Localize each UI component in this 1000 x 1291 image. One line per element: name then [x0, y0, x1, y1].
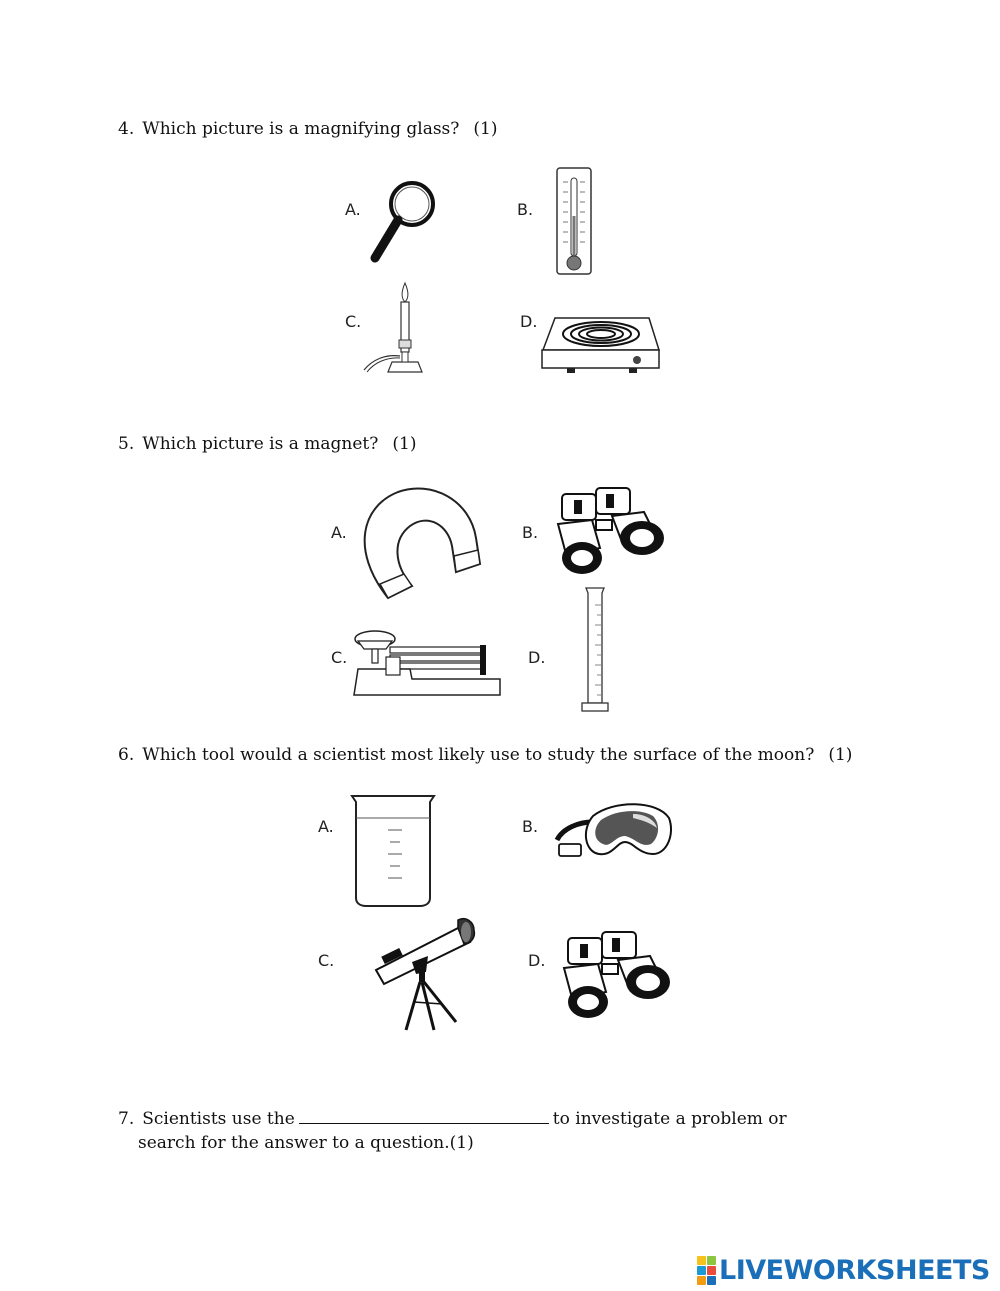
brand-logo-blocks-icon [697, 1256, 716, 1285]
option-b-label: B. [517, 200, 534, 219]
question-number: 4. [118, 119, 135, 139]
telescope-icon[interactable] [372, 912, 478, 1037]
option-d-label: D. [528, 951, 546, 970]
question-7 [118, 1107, 787, 1131]
question-text: Which picture is a magnifying glass? [142, 119, 460, 139]
question-points: (1) [449, 1133, 474, 1153]
option-c-label: C. [318, 951, 335, 970]
option-c-label: C. [331, 648, 348, 667]
graduated-cylinder-icon[interactable] [580, 585, 610, 715]
question-7-line-2 [138, 1131, 474, 1155]
binoculars-icon[interactable] [558, 926, 676, 1026]
question-6 [118, 743, 852, 767]
magnifying-glass-icon[interactable] [365, 178, 440, 268]
question-points: (1) [828, 745, 853, 765]
question-text-line2: search for the answer to a question. [138, 1133, 450, 1153]
brand-name: LIVEWORKSHEETS [719, 1254, 990, 1286]
liveworksheets-logo [697, 1255, 990, 1285]
question-text-after: to investigate a problem or [552, 1109, 787, 1129]
horseshoe-magnet-icon[interactable] [352, 480, 487, 610]
question-points: (1) [392, 434, 417, 454]
question-4 [118, 117, 497, 141]
question-number: 6. [118, 745, 135, 765]
beaker-icon[interactable] [348, 790, 438, 910]
option-b-label: B. [522, 523, 539, 542]
binoculars-icon[interactable] [552, 484, 670, 580]
option-a-label: A. [318, 817, 334, 836]
option-d-label: D. [520, 312, 538, 331]
question-number: 5. [118, 434, 135, 454]
hot-plate-icon[interactable] [537, 310, 662, 380]
option-d-label: D. [528, 648, 546, 667]
question-number: 7. [118, 1109, 135, 1129]
thermometer-icon[interactable] [555, 166, 595, 278]
bunsen-burner-icon[interactable] [360, 280, 440, 380]
safety-goggles-icon[interactable] [553, 798, 675, 868]
question-points: (1) [473, 119, 498, 139]
answer-blank[interactable] [299, 1109, 549, 1124]
question-text: Which picture is a magnet? [142, 434, 379, 454]
option-b-label: B. [522, 817, 539, 836]
option-a-label: A. [331, 523, 347, 542]
triple-beam-balance-icon[interactable] [350, 627, 505, 699]
question-text: Which tool would a scientist most likely use to study the surface of the moon? [142, 745, 815, 765]
question-text-before: Scientists use the [142, 1109, 295, 1129]
question-5 [118, 432, 416, 456]
option-a-label: A. [345, 200, 361, 219]
option-c-label: C. [345, 312, 362, 331]
